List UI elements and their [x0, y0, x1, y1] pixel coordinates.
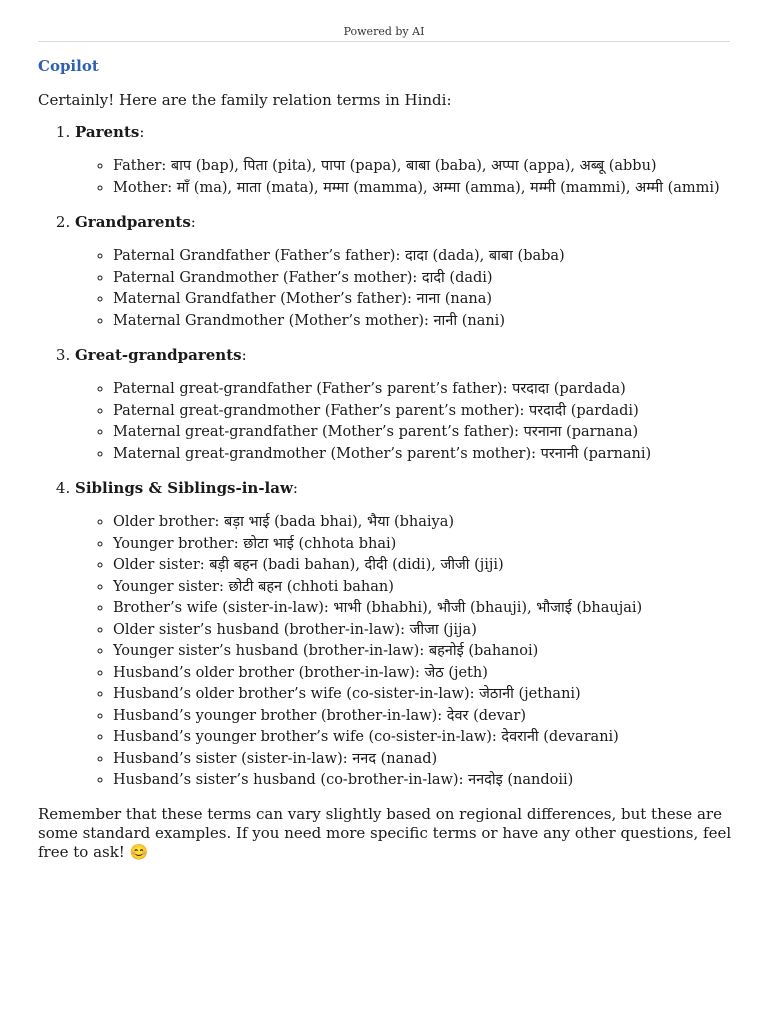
section-title: Parents: [75, 123, 140, 141]
section-items: [75, 379, 734, 465]
section-items: [75, 156, 734, 199]
list-item: ◦ Brother’s wife (sister-in-law): भाभी (bhabhi), भौजी (bhauji), भौजाई (bhaujai): [113, 598, 734, 620]
list-item: ◦ Older brother: बड़ा भाई (bada bhai), भैया (bhaiya): [113, 512, 734, 534]
section-title: Grandparents: [75, 213, 191, 231]
list-item: ◦ Father: बाप (bap), पिता (pita), पापा (papa), बाबा (baba), अप्पा (appa), अब्बू (abbu): [113, 156, 734, 178]
list-item: ◦ Husband’s younger brother’s wife (co-sister-in-law): देवरानी (devarani): [113, 727, 734, 749]
chat-response: [38, 56, 734, 862]
list-item: ◦ Husband’s sister’s husband (co-brother-in-law): ननदोइ (nandoii): [113, 770, 734, 792]
section-siblings: 4. Siblings & Siblings-in-law: ◦ Older brother: बड़ा भाई (bada bhai), भैया (bhaiya) ◦ Younger brother: छोटा भाई (chhota bhai) ◦ Older sister: बड़ी बहन (badi bahan), दीदी (didi), जीजी (jiji) ◦ Younger sister: छोटी बहन (chhoti bahan) ◦ Brother’s wife (sister-in-law): भाभी (bhabhi), भौजी (bhauji), भौजाई (bhaujai) ◦ Older sister’s husband (brother-in-law): जीजा (jija) ◦ Younger sister’s husband (brother-in-law): बहनोई (bahanoi) ◦ Husband’s older brother (brother-in-law): जेठ (jeth) ◦ Husband’s older brother’s wife (co-sister-in-law): जेठानी (jethani) ◦ Husband’s younger brother (brother-in-law): देवर (devar) ◦ Husband’s younger brother’s wife (co-sister-in-law): देवरानी (devarani) ◦ Husband’s sister (sister-in-law): ननद (nanad) ◦ Husband’s sister’s husband (co-brother-in-law): ननदोइ (nandoii): [75, 478, 734, 792]
list-item: ◦ Husband’s older brother’s wife (co-sister-in-law): जेठानी (jethani): [113, 684, 734, 706]
section-title: Siblings & Siblings-in-law: [75, 479, 293, 497]
list-item: ◦ Paternal great-grandfather (Father’s parent’s father): परदादा (pardada): [113, 379, 734, 401]
copilot-brand-label: Copilot: [38, 57, 99, 75]
list-item: ◦ Maternal Grandfather (Mother’s father): नाना (nana): [113, 289, 734, 311]
section-parents: 1. Parents: ◦ Father: बाप (bap), पिता (pita), पापा (papa), बाबा (baba), अप्पा (appa), अब्बू (abbu) ◦ Mother: माँ (ma), माता (mata), मम्मा (mamma), अम्मा (amma), मम्मी (mammi), अम्मी (ammi): [75, 122, 734, 199]
intro-text: Certainly! Here are the family relation terms in Hindi:: [38, 91, 452, 109]
list-item: ◦ Younger brother: छोटा भाई (chhota bhai): [113, 534, 734, 556]
section-grandparents: 2. Grandparents: ◦ Paternal Grandfather (Father’s father): दादा (dada), बाबा (baba) ◦ Paternal Grandmother (Father’s mother): दादी (dadi) ◦ Maternal Grandfather (Mother’s father): नाना (nana) ◦ Maternal Grandmother (Mother’s mother): नानी (nani): [75, 212, 734, 332]
list-item: ◦ Husband’s sister (sister-in-law): ननद (nanad): [113, 749, 734, 771]
list-item: ◦ Maternal great-grandmother (Mother’s parent’s mother): परनानी (parnani): [113, 444, 734, 466]
list-item: ◦ Maternal great-grandfather (Mother’s parent’s father): परनाना (parnana): [113, 422, 734, 444]
relation-sections: [38, 122, 734, 792]
list-item: ◦ Husband’s older brother (brother-in-law): जेठ (jeth): [113, 663, 734, 685]
section-items: [75, 512, 734, 792]
section-items: [75, 246, 734, 332]
list-item: ◦ Older sister’s husband (brother-in-law): जीजा (jija): [113, 620, 734, 642]
section-title: Great-grandparents: [75, 346, 242, 364]
closing-text: Remember that these terms can vary slightly based on regional differences, but these are some standard examples. If you need more specific terms or have any other questions, feel free to ask! 😊: [38, 804, 732, 861]
list-item: ◦ Mother: माँ (ma), माता (mata), मम्मा (mamma), अम्मा (amma), मम्मी (mammi), अम्मी (ammi): [113, 178, 734, 200]
list-item: ◦ Husband’s younger brother (brother-in-law): देवर (devar): [113, 706, 734, 728]
list-item: ◦ Paternal Grandfather (Father’s father): दादा (dada), बाबा (baba): [113, 246, 734, 268]
section-great-grandparents: 3. Great-grandparents: ◦ Paternal great-grandfather (Father’s parent’s father): परदादा (pardada) ◦ Paternal great-grandmother (Father’s parent’s mother): परदादी (pardadi) ◦ Maternal great-grandfather (Mother’s parent’s father): परनाना (parnana) ◦ Maternal great-grandmother (Mother’s parent’s mother): परनानी (parnani): [75, 345, 734, 465]
list-item: ◦ Younger sister’s husband (brother-in-law): बहनोई (bahanoi): [113, 641, 734, 663]
powered-by-header: Powered by AI: [38, 25, 730, 42]
list-item: ◦ Younger sister: छोटी बहन (chhoti bahan): [113, 577, 734, 599]
list-item: ◦ Maternal Grandmother (Mother’s mother): नानी (nani): [113, 311, 734, 333]
list-item: ◦ Older sister: बड़ी बहन (badi bahan), दीदी (didi), जीजी (jiji): [113, 555, 734, 577]
list-item: ◦ Paternal great-grandmother (Father’s parent’s mother): परदादी (pardadi): [113, 401, 734, 423]
list-item: ◦ Paternal Grandmother (Father’s mother): दादी (dadi): [113, 268, 734, 290]
